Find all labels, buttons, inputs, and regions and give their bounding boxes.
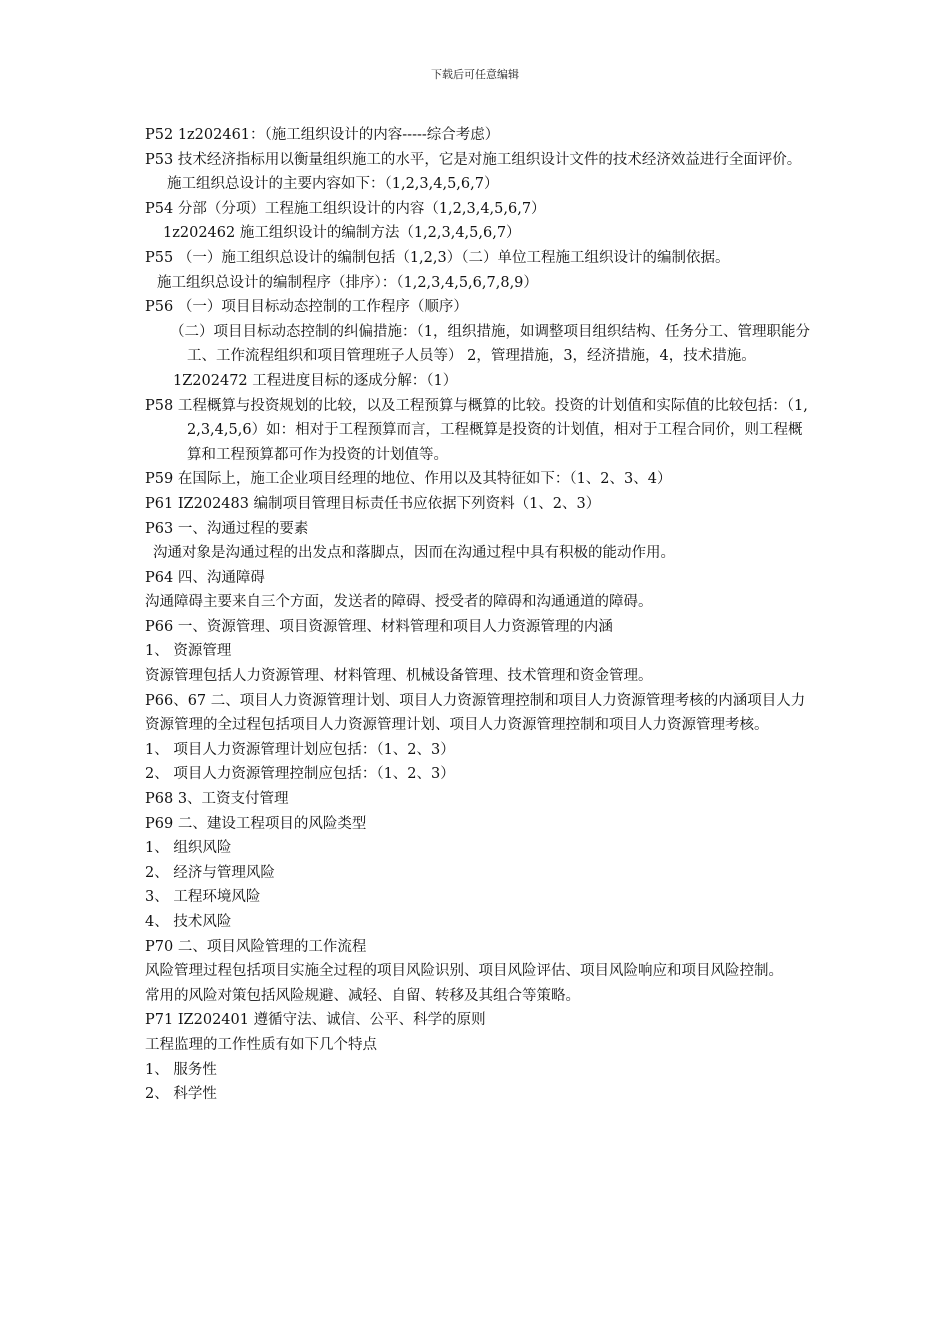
line-communication-barriers: 沟通障碍主要来自三个方面，发送者的障碍、授受者的障碍和沟通通道的障碍。 [145, 594, 653, 611]
line-p56: P56 （一）项目目标动态控制的工作程序（顺序） [145, 299, 468, 316]
line-p71: P71 IZ202401 遵循守法、诚信、公平、科学的原则 [145, 1012, 486, 1029]
line-p52: P52 1z202461：（施工组织设计的内容-----综合考虑） [145, 127, 500, 143]
line-p61: P61 IZ202483 编制项目管理目标责任书应依据下列资料（1、2、3） [145, 495, 601, 512]
line-feature-2: 2、 科学性 [145, 1086, 217, 1103]
line-supervision-features: 工程监理的工作性质有如下几个特点 [145, 1036, 377, 1053]
line-hr-control: 2、 项目人力资源管理控制应包括：（1、2、3） [145, 766, 455, 783]
line-p55: P55 （一）施工组织总设计的编制包括（1,2,3）（二）单位工程施工组织设计的编制依据。 [145, 249, 730, 266]
line-p69: P69 二、建设工程项目的风险类型 [145, 815, 367, 832]
line-resource-management-heading: 1、 资源管理 [145, 643, 232, 660]
line-resource-management-desc: 资源管理包括人力资源管理、材料管理、机械设备管理、技术管理和资金管理。 [145, 668, 653, 685]
line-feature-1: 1、 服务性 [145, 1061, 217, 1078]
line-overall-design-content: 施工组织总设计的主要内容如下：（1,2,3,4,5,6,7） [167, 176, 499, 193]
line-p58: P58 工程概算与投资规划的比较，以及工程预算与概算的比较。投资的计划值和实际值的比较包括：（1,2,3,4,5,6）如：相对于工程预算而言，工程概算是投资的计划值，相对于工程合同价，则工程概算和工程预算都可作为投资的计划值等。 [145, 397, 808, 463]
line-risk-1: 1、 组织风险 [145, 840, 232, 857]
line-risk-3: 3、 工程环境风险 [145, 889, 261, 906]
line-p70: P70 二、项目风险管理的工作流程 [145, 938, 367, 955]
document-body [145, 123, 810, 1107]
line-p63: P63 一、沟通过程的要素 [145, 520, 309, 537]
line-p59: P59 在国际上，施工企业项目经理的地位、作用以及其特征如下：（1、2、3、4） [145, 471, 672, 488]
line-p66-67: P66、67 二、项目人力资源管理计划、项目人力资源管理控制和项目人力资源管理考核的内涵项目人力资源管理的全过程包括项目人力资源管理计划、项目人力资源管理控制和项目人力资源管理考核。 [145, 692, 806, 734]
line-risk-4: 4、 技术风险 [145, 914, 232, 930]
line-risk-strategies: 常用的风险对策包括风险规避、减轻、自留、转移及其组合等策略。 [145, 987, 580, 1004]
line-p68: P68 3、工资支付管理 [145, 791, 289, 808]
line-hr-plan: 1、 项目人力资源管理计划应包括：（1、2、3） [145, 741, 455, 758]
line-correction-measures: （二）项目目标动态控制的纠偏措施：（1，组织措施，如调整项目组织结构、任务分工、管理职能分工、工作流程组织和项目管理班子人员等） 2，管理措施，3，经济措施，4，技术措施。 [170, 323, 810, 365]
line-compilation-procedure: 施工组织总设计的编制程序（排序）：（1,2,3,4,5,6,7,8,9） [157, 274, 538, 291]
line-p54: P54 分部（分项）工程施工组织设计的内容（1,2,3,4,5,6,7） [145, 200, 546, 217]
line-communication-object: 沟通对象是沟通过程的出发点和落脚点，因而在沟通过程中具有积极的能动作用。 [153, 545, 675, 562]
line-1z202472: 1Z202472 工程进度目标的逐成分解：（1） [173, 372, 458, 389]
line-risk-2: 2、 经济与管理风险 [145, 864, 275, 881]
line-risk-process: 风险管理过程包括项目实施全过程的项目风险识别、项目风险评估、项目风险响应和项目风险控制。 [145, 963, 783, 980]
line-p64: P64 四、沟通障碍 [145, 569, 265, 586]
line-p66: P66 一、资源管理、项目资源管理、材料管理和项目人力资源管理的内涵 [145, 618, 613, 635]
page-header: 下载后可任意编辑 [431, 68, 519, 81]
line-p53: P53 技术经济指标用以衡量组织施工的水平，它是对施工组织设计文件的技术经济效益进行全面评价。 [145, 151, 802, 168]
line-1z202462: 1z202462 施工组织设计的编制方法（1,2,3,4,5,6,7） [163, 225, 521, 242]
